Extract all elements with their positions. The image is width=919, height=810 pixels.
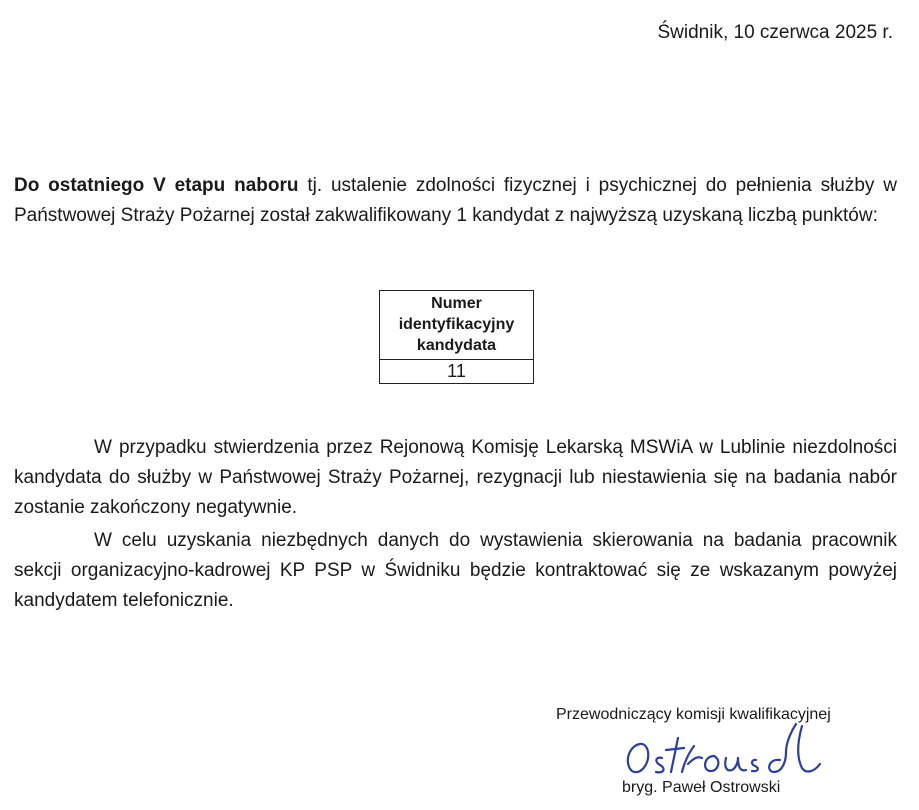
table-header-cell: Numer identyfikacyjny kandydata (380, 291, 534, 360)
table-header-row (380, 291, 534, 360)
paragraph-disqualification (14, 433, 897, 523)
paragraph-disqualification-text: W przypadku stwierdzenia przez Rejonową Komisję Lekarską MSWiA w Lublinie niezdolności kandydata do służby w Państwowej Straży Pożarnej, rezygnacji lub niestawienia się na badania nabór zostanie zakończony negatywnie. (14, 437, 897, 518)
candidate-id-cell: 11 (380, 360, 534, 384)
intro-text: tj. ustalenie zdolności fizycznej i psychicznej do pełnienia służby w Państwowej Straży Pożarnej został zakwalifikowany 1 kandydat z najwyższą uzyskaną liczbą punktów: (14, 175, 897, 226)
intro-bold-text: Do ostatniego V etapu naboru (14, 175, 299, 196)
place-date: Świdnik, 10 czerwca 2025 r. (657, 22, 893, 43)
table-row (380, 360, 534, 384)
intro-paragraph (14, 171, 897, 231)
candidates-table (379, 290, 534, 384)
signatory-title: Przewodniczący komisji kwalifikacyjnej (556, 706, 831, 723)
paragraph-contact-text: W celu uzyskania niezbędnych danych do wystawienia skierowania na badania pracownik sekcji organizacyjno-kadrowej KP PSP w Świdniku będzie kontraktować się ze wskazanym powyżej kandydatem telefonicznie. (14, 530, 897, 611)
signatory-name: bryg. Paweł Ostrowski (622, 779, 781, 796)
handwritten-signature (618, 716, 838, 778)
paragraph-contact (14, 526, 897, 616)
